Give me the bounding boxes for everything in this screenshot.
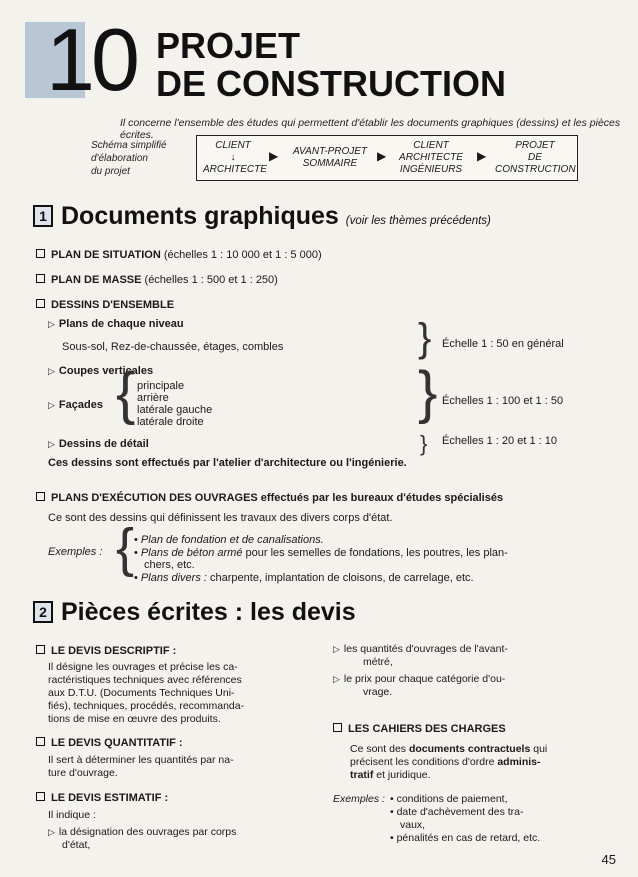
plans-scale: Échelle 1 : 50 en général	[442, 338, 564, 350]
plans-niveau-detail: Sous-sol, Rez-de-chaussée, étages, combles	[62, 341, 284, 353]
plans-execution-item: PLANS D'EXÉCUTION DES OUVRAGES effectués par les bureaux d'études spécialisés	[36, 491, 503, 505]
devis-estimatif-item3: ▷ le prix pour chaque catégorie d'ou- vrage.	[333, 673, 506, 698]
cahiers-exemples-label: Exemples :	[333, 793, 385, 805]
section2-heading: 2 Pièces écrites : les devis	[33, 598, 356, 627]
devis-descriptif-title: LE DEVIS DESCRIPTIF :	[36, 644, 176, 658]
examples-list: • Plan de fondation et de canalisations. • Plans de béton armé pour les semelles de fondations, les poutres, les plan- chers, etc. • Plans divers : charpente, implantation de cloisons, de carrelage, etc.	[134, 534, 508, 584]
chapter-intro: Il concerne l'ensemble des études qui permettent d'établir les documents graphiques (dessins) et les pièces écrites.	[120, 117, 621, 141]
schema-step-client-architecte: CLIENT ↓ ARCHITECTE	[203, 140, 267, 175]
schema-label: Schéma simplifié d'élaboration du projet	[91, 140, 167, 177]
atelier-note: Ces dessins sont effectués par l'atelier d'architecture ou l'ingénierie.	[48, 457, 407, 469]
facades-item: ▷ Façades	[48, 399, 103, 411]
brace: }	[420, 431, 428, 456]
devis-descriptif-text: Il désigne les ouvrages et précise les ca- ractéristiques techniques avec références aux D.T.U. (Documents Techniques Uni- fiés), techniques, procédés, recommanda- tions de mise en œuvre des produits.	[48, 661, 245, 725]
plans-niveau-item: ▷ Plans de chaque niveau	[48, 318, 184, 330]
brace: {	[116, 518, 135, 578]
cahiers-exemples-list: • conditions de paiement, • date d'achèvement des tra- vaux, • pénalités en cas de retard, etc.	[390, 793, 541, 844]
devis-estimatif-intro: Il indique :	[48, 809, 96, 821]
brace: {	[116, 361, 136, 426]
schema-step-avant-projet: AVANT-PROJET SOMMAIRE	[292, 146, 368, 169]
facade-list: principale arrière latérale gauche latérale droite	[137, 380, 213, 428]
schema-step-intervenants: CLIENT ARCHITECTE INGÉNIEURS	[399, 140, 463, 175]
detail-item: ▷ Dessins de détail	[48, 438, 149, 450]
dessins-ensemble-item: DESSINS D'ENSEMBLE	[36, 298, 174, 312]
exemples-label: Exemples :	[48, 546, 103, 558]
devis-estimatif-title: LE DEVIS ESTIMATIF :	[36, 791, 168, 805]
flow-arrow-icon: ▶	[377, 149, 387, 163]
plan-masse-item: PLAN DE MASSE (échelles 1 : 500 et 1 : 250)	[36, 273, 278, 287]
schema-step-projet: PROJET DE CONSTRUCTION	[495, 140, 576, 175]
flow-arrow-icon: ▶	[269, 149, 279, 163]
devis-estimatif-item2: ▷ les quantités d'ouvrages de l'avant- métré,	[333, 643, 508, 668]
flow-arrow-icon: ▶	[477, 149, 487, 163]
plan-situation-item: PLAN DE SITUATION (échelles 1 : 10 000 et 1 : 5 000)	[36, 248, 322, 262]
devis-quantitatif-title: LE DEVIS QUANTITATIF :	[36, 736, 183, 750]
section1-heading: 1 Documents graphiques (voir les thèmes précédents)	[33, 202, 491, 231]
execution-description: Ce sont des dessins qui définissent les travaux des divers corps d'état.	[48, 512, 393, 524]
cahiers-charges-title: LES CAHIERS DES CHARGES	[333, 722, 506, 736]
cahiers-charges-text: Ce sont des documents contractuels qui précisent les conditions d'ordre adminis- tratif et juridique.	[350, 743, 548, 781]
chapter-title-line1: PROJET	[156, 25, 301, 66]
devis-quantitatif-text: Il sert à déterminer les quantités par na- ture d'ouvrage.	[48, 754, 234, 779]
chapter-title-line2: DE CONSTRUCTION	[156, 63, 506, 104]
facades-scale: Échelles 1 : 100 et 1 : 50	[442, 395, 564, 407]
coupes-item: ▷ Coupes verticales	[48, 365, 154, 377]
brace: }	[418, 316, 432, 360]
brace: }	[418, 360, 438, 425]
detail-scale: Échelles 1 : 20 et 1 : 10	[442, 435, 557, 447]
page-number: 45	[601, 852, 616, 867]
schema-flow-box	[196, 135, 578, 181]
devis-estimatif-item1: ▷ la désignation des ouvrages par corps d'état,	[48, 826, 237, 851]
chapter-number: 10	[46, 10, 136, 109]
